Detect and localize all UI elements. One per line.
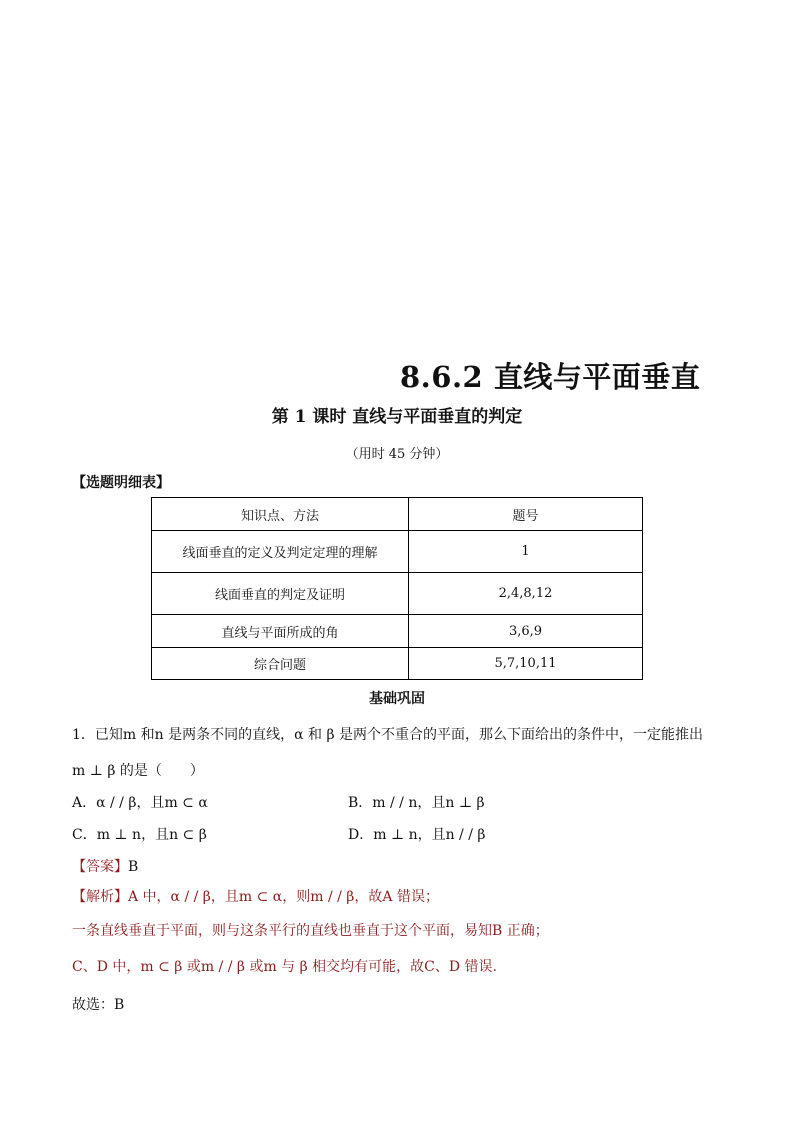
table-row <box>152 531 643 573</box>
table-title: 【选题明细表】 <box>72 475 170 491</box>
table-cell-number: 2,4,8,12 <box>409 573 643 615</box>
table-row <box>152 615 643 648</box>
option-d: D．m ⊥ n，且n / / β <box>348 827 486 843</box>
answer-value: B <box>128 859 139 875</box>
table-row <box>152 648 643 680</box>
table-header-row <box>152 498 643 531</box>
conclusion-line: 故选：B <box>72 997 125 1013</box>
table-cell-topic: 直线与平面所成的角 <box>152 615 409 648</box>
question-stem-line2: m ⊥ β 的是（ ） <box>72 763 204 779</box>
topic-detail-table <box>151 497 643 680</box>
question-stem-line1: 1．已知m 和n 是两条不同的直线，α 和 β 是两个不重合的平面，那么下面给出的条件中，一定能推出 <box>72 727 703 743</box>
table-cell-topic: 综合问题 <box>152 648 409 680</box>
table-header-number: 题号 <box>409 498 643 531</box>
analysis-text-1: A 中，α / / β，且m ⊂ α，则m / / β，故A 错误； <box>128 889 439 905</box>
analysis-line1 <box>72 886 439 906</box>
table-cell-number: 3,6,9 <box>409 615 643 648</box>
option-c: C．m ⊥ n，且n ⊂ β <box>72 827 207 843</box>
answer-label: 【答案】 <box>72 859 128 875</box>
table-cell-number: 5,7,10,11 <box>409 648 643 680</box>
table-cell-number: 1 <box>409 531 643 573</box>
analysis-line3: C、D 中，m ⊂ β 或m / / β 或m 与 β 相交均有可能，故C、D 错误. <box>72 959 497 975</box>
analysis-label: 【解析】 <box>72 889 128 905</box>
time-note: （用时 45 分钟） <box>345 447 449 462</box>
analysis-line2: 一条直线垂直于平面，则与这条平行的直线也垂直于这个平面，易知B 正确； <box>72 923 549 939</box>
table-header-topic: 知识点、方法 <box>152 498 409 531</box>
option-b: B．m / / n，且n ⊥ β <box>348 795 485 811</box>
page-title: 8.6.2 直线与平面垂直 <box>400 360 701 394</box>
table-row <box>152 573 643 615</box>
option-a: A．α / / β，且m ⊂ α <box>72 795 208 811</box>
section-title: 基础巩固 <box>369 691 425 707</box>
answer-line <box>72 856 138 876</box>
table-cell-topic: 线面垂直的定义及判定定理的理解 <box>152 531 409 573</box>
table-cell-topic: 线面垂直的判定及证明 <box>152 573 409 615</box>
lesson-subtitle: 第 1 课时 直线与平面垂直的判定 <box>271 407 523 427</box>
